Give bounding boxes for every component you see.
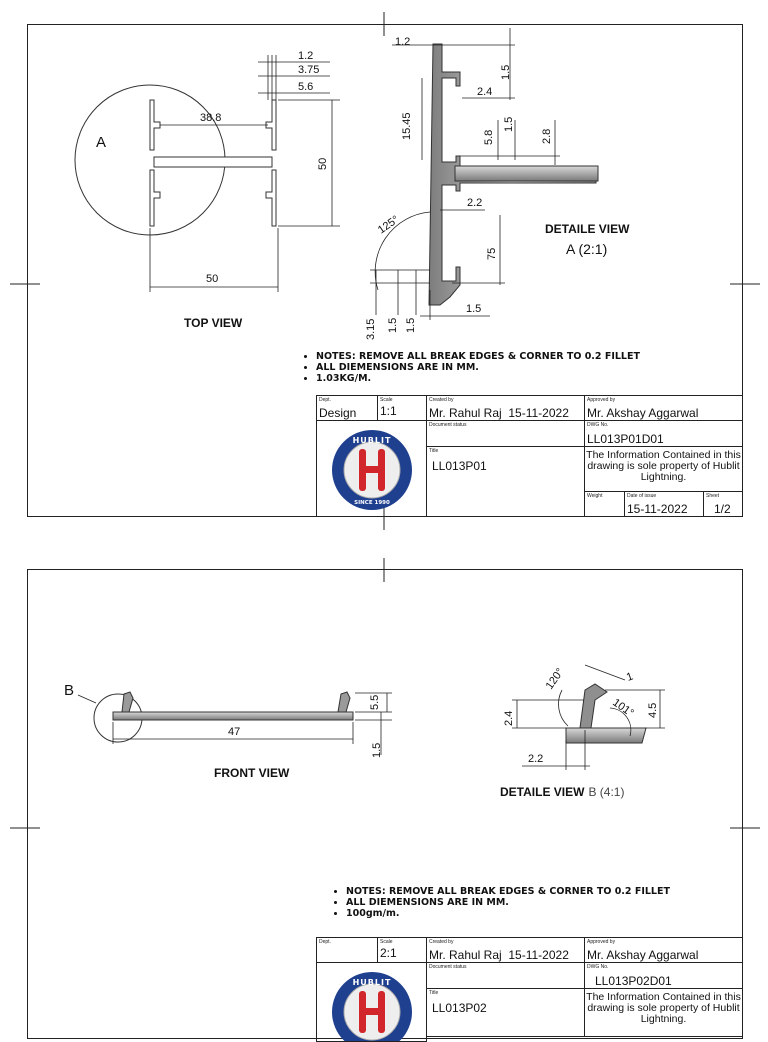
scale-caption: Scale	[380, 939, 393, 945]
dim-front-2: 5.5	[369, 694, 381, 710]
note-2: • ALL DIEMENSIONS ARE IN MM.	[316, 362, 640, 373]
dwg-caption: DWG No.	[587, 964, 609, 970]
created-caption: Created by	[429, 397, 454, 403]
front-view-label: FRONT VIEW	[214, 766, 290, 780]
dim-a-3: 2.4	[477, 86, 493, 98]
created-cell	[426, 395, 585, 421]
logo-cell	[316, 962, 427, 1042]
dept-cell	[316, 937, 378, 963]
dwg-value: LL013P02D01	[595, 974, 672, 988]
detail-view-b	[500, 665, 665, 799]
dwg-cell	[584, 420, 743, 447]
dim-b-3: 101°	[610, 696, 636, 720]
dept-caption: Dept.	[319, 397, 331, 403]
dim-top-3: 5.6	[298, 81, 314, 93]
approved-cell	[584, 937, 743, 963]
dim-top-4: 38.8	[200, 112, 222, 124]
approved-value: Mr. Akshay Aggarwal	[587, 406, 699, 420]
dim-a-11: 3.15	[365, 318, 377, 340]
status-cell	[426, 962, 585, 989]
front-view	[64, 682, 392, 780]
dim-top-6: 50	[206, 273, 219, 285]
note-2: • ALL DIEMENSIONS ARE IN MM.	[346, 897, 670, 908]
approved-caption: Approved by	[587, 939, 616, 945]
dim-a-6: 1.5	[503, 116, 515, 132]
dim-front-1: 47	[228, 726, 241, 738]
weight-caption: Weight	[587, 493, 603, 499]
approved-value: Mr. Akshay Aggarwal	[587, 948, 699, 962]
scale-value: 1:1	[380, 404, 397, 418]
dwg-value: LL013P01D01	[587, 432, 664, 446]
dept-caption: Dept.	[319, 939, 331, 945]
dept-value: Design	[319, 406, 357, 420]
logo-top-text: HUBLIT	[352, 978, 392, 987]
title-caption: Title	[429, 990, 439, 996]
dim-b-5: 2.4	[503, 710, 515, 726]
weight-cell	[584, 491, 625, 517]
info-cell	[584, 988, 743, 1037]
dim-a-10: 75	[486, 247, 498, 260]
status-caption: Document status	[429, 422, 467, 428]
dim-b-2: 1	[624, 670, 635, 684]
title-value: LL013P01	[432, 459, 487, 473]
dim-top-2: 3.75	[298, 64, 320, 76]
dim-a-5: 5.8	[483, 129, 495, 145]
note-3: • 100gm/m.	[346, 908, 670, 919]
creator-name: Mr. Rahul Raj	[429, 406, 502, 420]
issue-date-caption: Date of issue	[627, 493, 657, 499]
created-value	[429, 948, 569, 962]
dwg-caption: DWG No.	[587, 422, 609, 428]
dim-a-2: 1.5	[500, 64, 512, 80]
scale-value: 2:1	[380, 946, 397, 960]
dim-a-1: 1.2	[395, 36, 411, 48]
title-caption: Title	[429, 448, 439, 454]
note-3: • 1.03KG/M.	[316, 373, 640, 384]
status-cell	[426, 420, 585, 447]
scale-cell	[377, 395, 427, 421]
issue-date-cell	[624, 491, 704, 517]
detail-view-a	[365, 28, 630, 340]
sheet-1-notes	[298, 351, 640, 384]
approved-cell	[584, 395, 743, 421]
created-caption: Created by	[429, 939, 454, 945]
dim-b-6: 2.2	[528, 753, 544, 765]
dim-b-4: 4.5	[647, 702, 659, 718]
detail-view-b-label	[500, 785, 624, 799]
title-block-1	[316, 395, 743, 517]
dim-a-8: 2.2	[467, 197, 483, 209]
dim-top-1: 1.2	[298, 50, 314, 62]
title-block-2	[316, 937, 743, 1037]
dim-top-5: 50	[317, 157, 329, 170]
approved-caption: Approved by	[587, 397, 616, 403]
creator-name: Mr. Rahul Raj	[429, 948, 502, 962]
created-cell	[426, 937, 585, 963]
hublit-logo	[317, 963, 427, 1042]
detail-a-marker: A	[96, 134, 107, 151]
title-cell	[426, 988, 585, 1037]
detail-view-b-scale: B (4:1)	[588, 785, 625, 799]
logo-cell	[316, 420, 427, 517]
detail-view-a-label: DETAILE VIEW	[545, 222, 630, 236]
created-date: 15-11-2022	[508, 948, 569, 962]
sheet-number-value: 1/2	[714, 502, 731, 516]
sheet-number-caption: Sheet	[706, 493, 720, 499]
drawing-sheet-2	[0, 540, 768, 1024]
issue-date-value: 15-11-2022	[627, 502, 688, 516]
note-1: • NOTES: REMOVE ALL BREAK EDGES & CORNER TO 0.2 FILLET	[316, 351, 640, 362]
detail-b-marker: B	[64, 682, 75, 699]
dim-a-13: 1.5	[405, 317, 417, 333]
created-value	[429, 406, 569, 420]
top-view	[75, 50, 340, 330]
dim-front-3: 1.5	[371, 742, 383, 758]
title-value: LL013P02	[432, 1001, 487, 1015]
dim-a-9: 125°	[375, 213, 402, 237]
dim-a-7: 2.8	[541, 128, 553, 144]
sheet-number-cell	[703, 491, 743, 517]
logo-bottom-text: SINCE 1990	[354, 500, 390, 506]
dim-b-1: 120°	[543, 666, 567, 692]
scale-cell	[377, 937, 427, 963]
logo-top-text: HUBLIT	[352, 436, 392, 445]
scale-caption: Scale	[380, 397, 393, 403]
dwg-cell	[584, 962, 743, 989]
created-date: 15-11-2022	[508, 406, 569, 420]
detail-view-a-scale: A (2:1)	[566, 241, 608, 257]
property-notice: The Information Contained in this drawing is sole property of Hublit Lightning.	[586, 991, 741, 1025]
dim-a-14: 1.5	[466, 303, 482, 315]
status-caption: Document status	[429, 964, 467, 970]
dim-a-12: 1.5	[387, 317, 399, 333]
sheet-2-notes	[328, 886, 670, 919]
title-cell	[426, 446, 585, 517]
note-1: • NOTES: REMOVE ALL BREAK EDGES & CORNER TO 0.2 FILLET	[346, 886, 670, 897]
top-view-label: TOP VIEW	[184, 316, 243, 330]
detail-view-b-title: DETAILE VIEW	[500, 785, 585, 799]
info-cell	[584, 446, 743, 492]
dim-a-4: 15.45	[401, 112, 413, 140]
hublit-logo	[317, 421, 428, 518]
property-notice: The Information Contained in this drawing is sole property of Hublit Lightning.	[586, 449, 741, 483]
dept-cell	[316, 395, 378, 421]
